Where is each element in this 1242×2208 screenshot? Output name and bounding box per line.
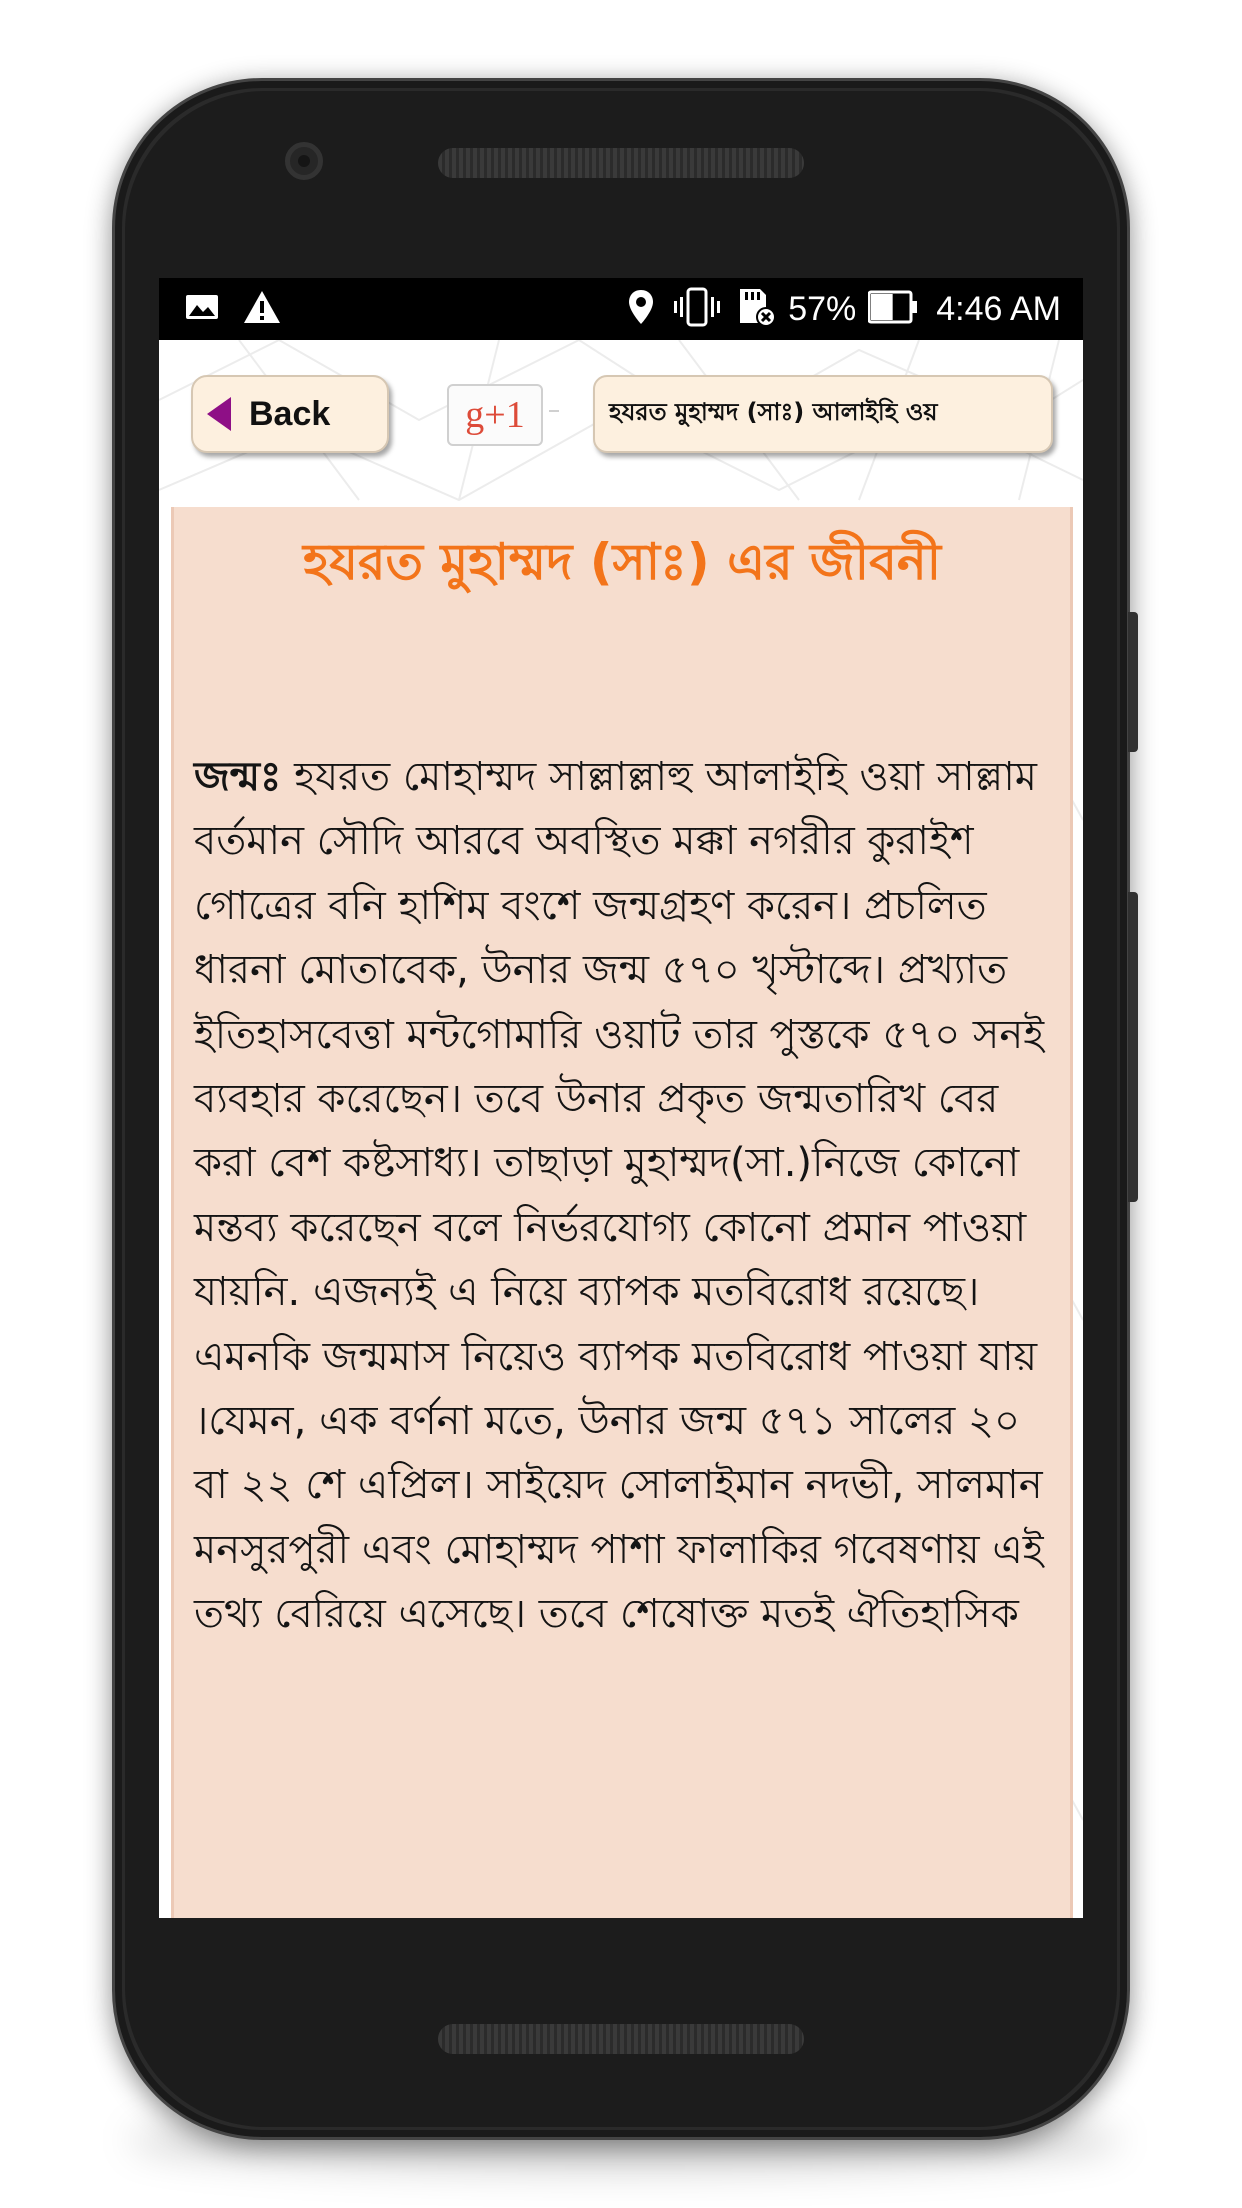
- bottom-speaker: [438, 2024, 804, 2054]
- article-body: [194, 745, 1050, 1647]
- back-arrow-icon: [207, 397, 231, 431]
- article-title-button[interactable]: [593, 375, 1053, 453]
- page-title: হযরত মুহাম্মদ (সাঃ) এর জীবনী: [302, 533, 942, 591]
- sd-card-error-icon: [738, 287, 776, 331]
- front-camera: [285, 142, 323, 180]
- article-content[interactable]: [171, 507, 1073, 1918]
- google-plus-one-label: g+1: [465, 394, 525, 436]
- power-button: [1128, 612, 1138, 752]
- battery-icon: [868, 290, 918, 328]
- status-bar: [159, 278, 1083, 340]
- article-lead: জন্মঃ: [194, 754, 282, 800]
- phone-screen: [159, 278, 1083, 1918]
- google-plus-one-counter-tail: [549, 410, 559, 412]
- battery-percent: 57%: [788, 289, 857, 328]
- warning-icon: [243, 290, 281, 328]
- app-area: [159, 340, 1083, 1918]
- vibrate-icon: [674, 287, 720, 331]
- google-plus-one-button[interactable]: [447, 384, 543, 446]
- article-title-button-label: হযরত মুহাম্মদ (সাঃ) আলাইহি ওয়: [609, 398, 938, 426]
- image-icon: [185, 293, 219, 325]
- back-button[interactable]: [191, 375, 389, 453]
- article-text: হযরত মোহাম্মদ সাল্লাল্লাহু আলাইহি ওয়া সাল্লাম বর্তমান সৌদি আরবে অবস্থিত মক্কা নগরীর কুরাইশ গোত্রের বনি হাশিম বংশে জন্মগ্রহণ করেন। প্রচলিত ধারনা মোতাবেক, উনার জন্ম ৫৭০ খৃস্টাব্দে। প্রখ্যাত ইতিহাসবেত্তা মন্টগোমারি ওয়াট তার পুস্তকে ৫৭০ সনই ব্যবহার করেছেন। তবে উনার প্রকৃত জন্মতারিখ বের করা বেশ কষ্টসাধ্য। তাছাড়া মুহাম্মদ(সা.)নিজে কোনো মন্তব্য করেছেন বলে নির্ভরযোগ্য কোনো প্রমান পাওয়া যায়নি. এজন্যই এ নিয়ে ব্যাপক মতবিরোধ রয়েছে। এমনকি জন্মমাস নিয়েও ব্যাপক মতবিরোধ পাওয়া যায় ।যেমন, এক বর্ণনা মতে, উনার জন্ম ৫৭১ সালের ২০ বা ২২ শে এপ্রিল। সাইয়েদ সোলাইমান নদভী, সালমান মনসুরপুরী এবং মোহাম্মদ পাশা ফালাকির গবেষণায় এই তথ্য বেরিয়ে এসেছে। তবে শেষোক্ত মতই ঐতিহাসিক: [194, 754, 1045, 1638]
- volume-button: [1128, 892, 1138, 1202]
- top-speaker: [438, 148, 804, 178]
- status-time: 4:46 AM: [936, 289, 1061, 328]
- location-icon: [628, 289, 654, 329]
- back-button-label: Back: [249, 394, 331, 433]
